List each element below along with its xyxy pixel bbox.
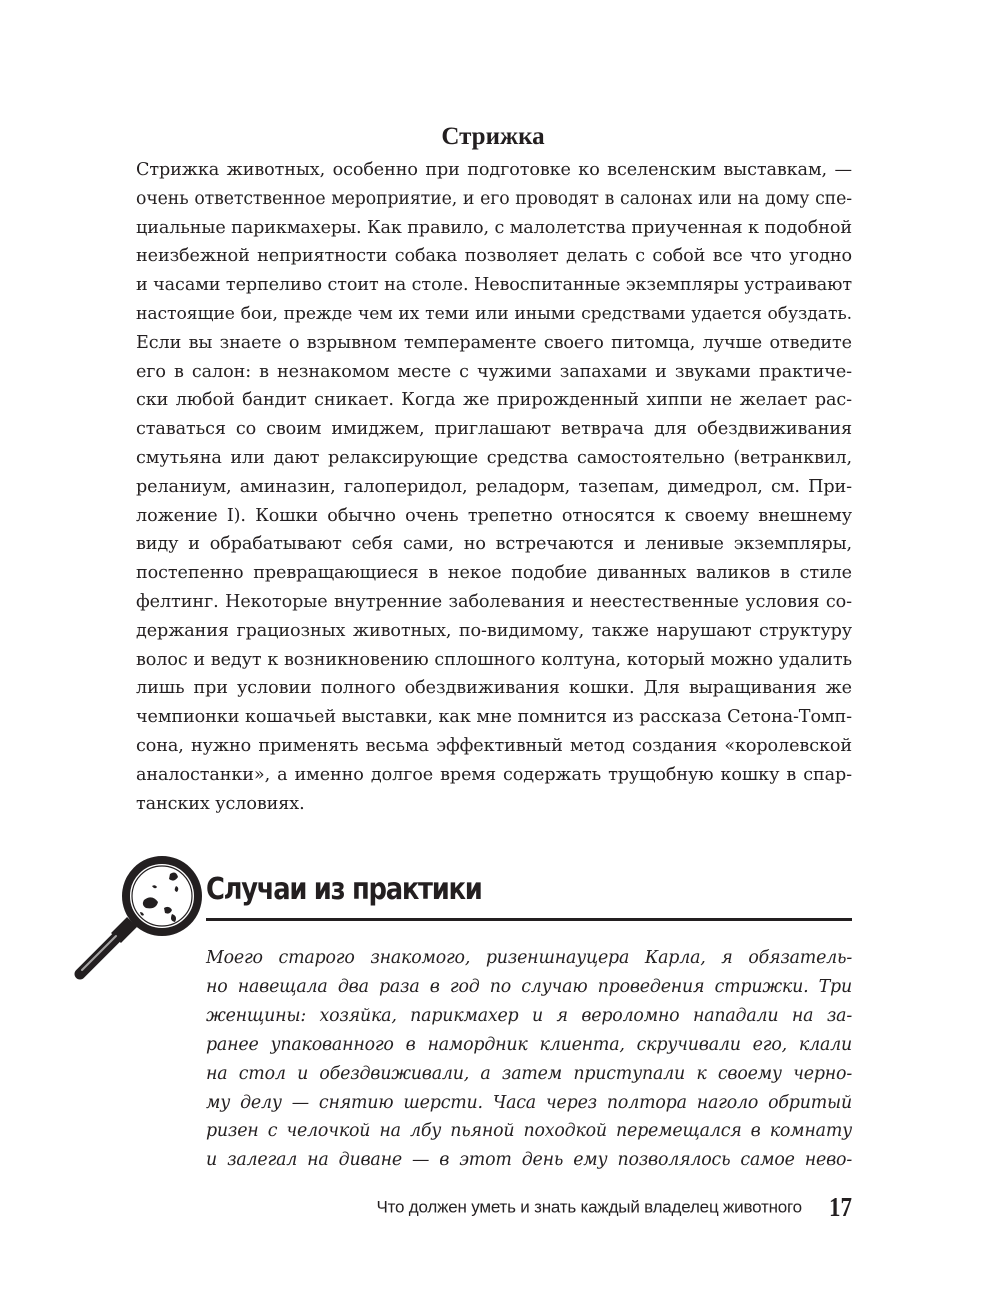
body-line: и часами терпеливо стоит на столе. Невоспитанные экземпляры устраивают xyxy=(136,275,852,296)
body-line: виду и обрабатывают себя сами, но встречаются и ленивые экземпляры, xyxy=(136,534,852,555)
body-line: Стрижка животных, особенно при подготовке ко вселенским выставкам, — xyxy=(136,160,852,180)
body-line: Если вы знаете о взрывном темпераменте своего питомца, лучше отведите xyxy=(136,332,852,353)
page-number: 17 xyxy=(829,1192,852,1222)
body-line: сона, нужно применять весьма эффективный метод создания «королевской xyxy=(136,735,852,756)
body-line: аналостанки», а именно долгое время содержать трущобную кошку в спар- xyxy=(136,764,852,785)
body-line: реланиум, аминазин, галоперидол, реладорм, тазепам, димедрол, см. При- xyxy=(136,476,852,497)
practice-line: ризен с челочкой на лбу пьяной походкой перемещался в комнату xyxy=(206,1121,852,1142)
practice-line: на стол и обездвиживали, а затем приступали к своему черно- xyxy=(206,1063,852,1084)
body-line: неизбежной неприятности собака позволяет делать с собой все что угодно xyxy=(136,246,852,267)
practice-line: и залегал на диване — в этот день ему позволялось самое нево- xyxy=(206,1150,852,1171)
practice-divider xyxy=(206,918,852,921)
section-heading: Стрижка xyxy=(441,123,545,150)
body-line: лишь при условии полного обездвиживания кошки. Для выращивания же xyxy=(136,678,852,699)
magnifying-glass-icon xyxy=(72,856,208,980)
body-line: настоящие бои, прежде чем их теми или иными средствами удается обуздать. xyxy=(136,303,852,324)
practice-title: Случаи из практики xyxy=(206,872,482,907)
body-line: его в салон: в незнакомом месте с чужими запахами и звуками практиче- xyxy=(136,361,852,382)
practice-line: Моего старого знакомого, ризеншнауцера Карла, я обязатель- xyxy=(206,948,852,968)
practice-line: но навещала два раза в год по случаю проведения стрижки. Три xyxy=(206,976,852,997)
practice-body xyxy=(206,944,852,1175)
body-line: смутьяна или дают релаксирующие средства самостоятельно (ветранквил, xyxy=(136,447,852,468)
body-line: постепенно превращающиеся в некое подобие диванных валиков в стиле xyxy=(136,563,852,584)
body-line: фелтинг. Некоторые внутренние заболевания и неестественные условия со- xyxy=(136,591,852,612)
practice-line: ранее упакованного в намордник клиента, скручивали его, клали xyxy=(206,1034,852,1055)
body-line: волос и ведут к возникновению сплошного колтуна, который можно удалить xyxy=(136,649,852,670)
body-line: циальные парикмахеры. Как правило, с малолетства приученная к подобной xyxy=(136,217,852,238)
practice-line: му делу — снятию шерсти. Часа через полтора наголо обритый xyxy=(206,1092,852,1113)
body-line: танских условиях. xyxy=(136,793,305,814)
body-line: чемпионки кошачьей выставки, как мне помнится из рассказа Сетона-Томп- xyxy=(136,707,852,728)
body-line: очень ответственное мероприятие, и его проводят в салонах или на дому спе- xyxy=(136,188,852,209)
body-line: ски любой бандит сникает. Когда же прирожденный хиппи не желает рас- xyxy=(136,390,852,411)
page-footer xyxy=(0,1192,852,1223)
body-line: держания грациозных животных, по-видимому, также нарушают структуру xyxy=(136,620,852,641)
body-line: ставаться со своим имиджем, приглашают ветврача для обездвиживания xyxy=(136,419,852,440)
body-line: ложение I). Кошки обычно очень трепетно относятся к своему внешнему xyxy=(136,505,852,526)
section-body xyxy=(136,156,852,818)
practice-line: женщины: хозяйка, парикмахер и я вероломно нападали на за- xyxy=(206,1005,852,1026)
running-footer-title: Что должен уметь и знать каждый владелец животного xyxy=(376,1197,802,1217)
